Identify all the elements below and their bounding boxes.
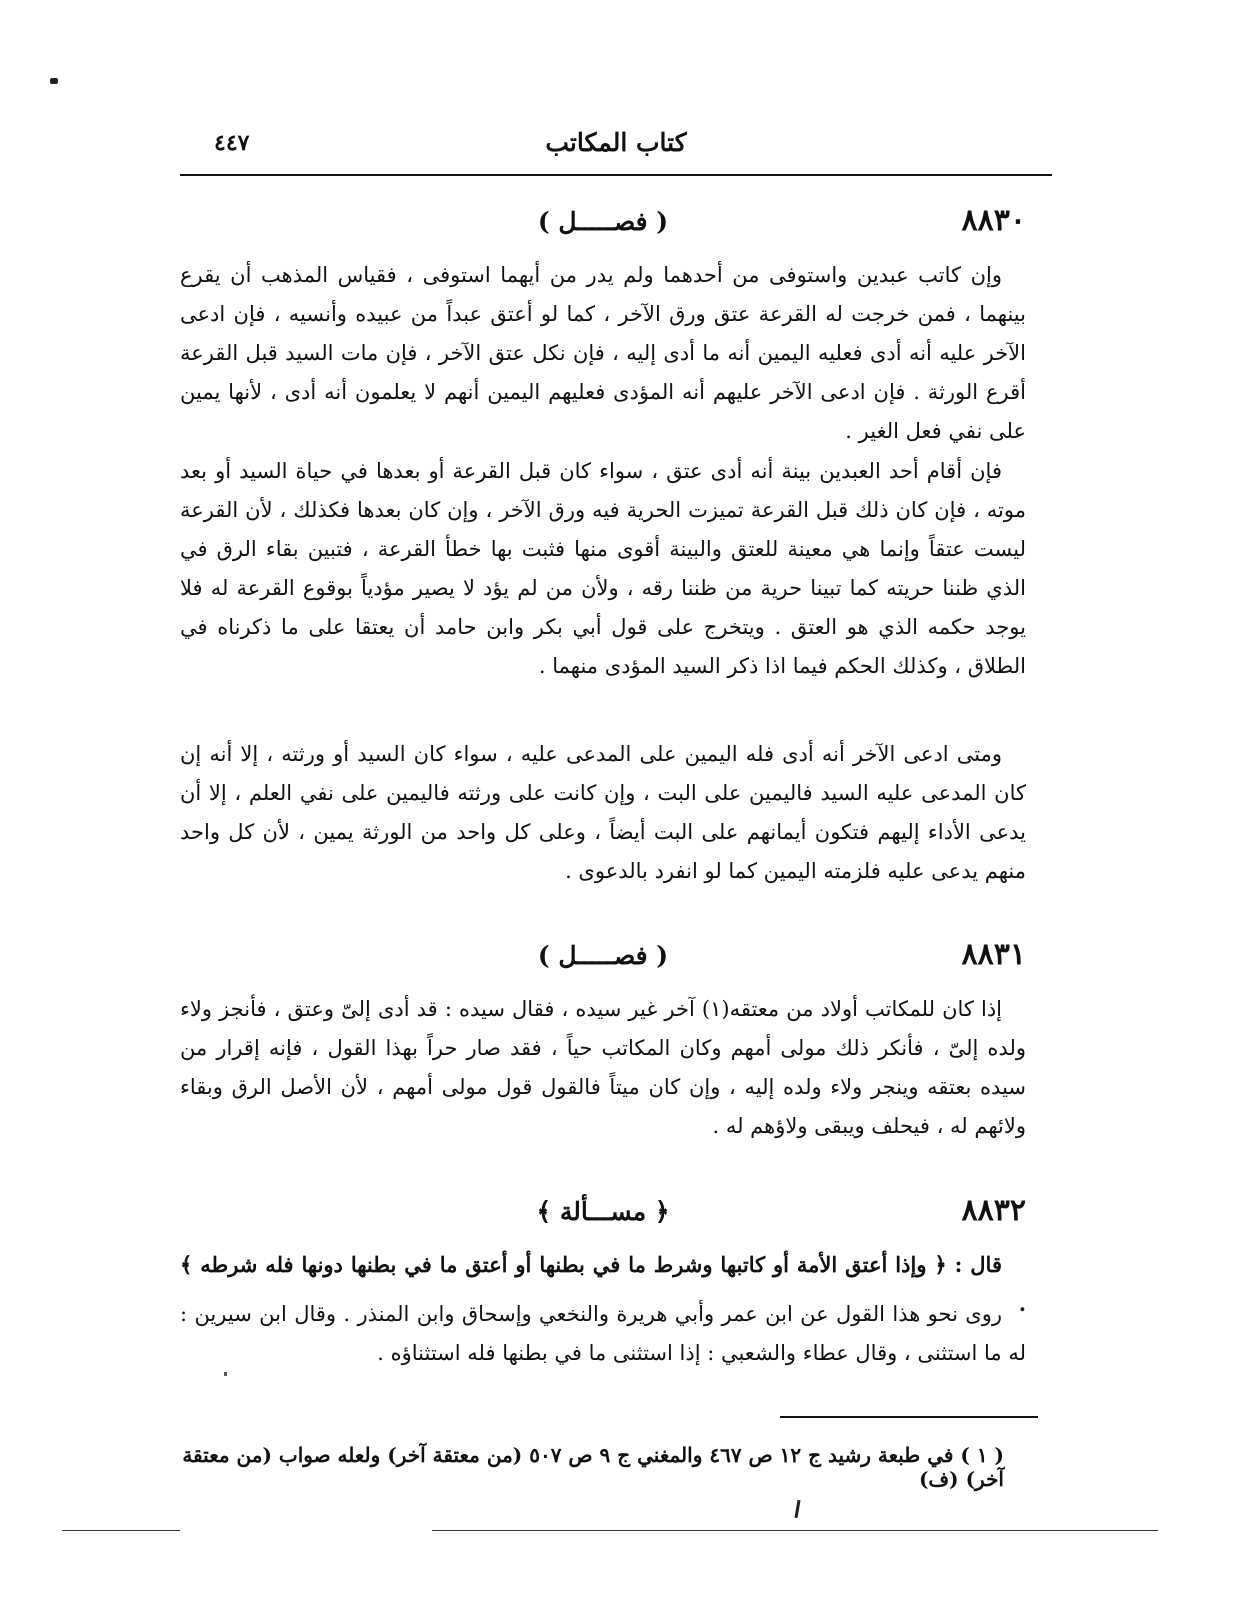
paragraph: وإن كاتب عبدين واستوفى من أحدهما ولم يدر من أيهما استوفى ، فقياس المذهب أن يقرع بينهما ، فمن خرجت له القرعة عتق ورق الآخر ، كما لو أعتق عبداً من عبيده وأنسيه ، فإن ادعى الآخر عليه أنه أدى فعليه اليمين أنه ما أدى إليه ، فإن نكل عتق الآخر ، فإن مات السيد قبل القرعة أقرع الورثة . فإن ادعى الآخر عليهم أنه المؤدى فعليهم اليمين أنهم لا يعلمون أنه أدى ، لأنها يمين على نفي فعل الغير .: [180, 263, 1026, 443]
ink-mark: [794, 1500, 800, 1518]
footnote: ( ١ ) في طبعة رشيد ج ١٢ ص ٤٦٧ والمغني ج ٩ ص ٥٠٧ (من معتقة آخر) ولعله صواب (من معتقة آخر) (ف): [182, 1443, 1004, 1491]
section-heading: [180, 203, 1026, 247]
section-label: ﴿ مســـألة ﴾: [536, 1197, 670, 1226]
bottom-rule: [432, 1530, 1158, 1531]
section-heading: [180, 937, 1026, 981]
page-number: ٤٤٧: [214, 130, 250, 156]
ink-mark: [50, 78, 58, 84]
paragraph: قال : ﴿ وإذا أعتق الأمة أو كاتبها وشرط ما في بطنها أو أعتق ما في بطنها دونها فله شرطه ﴾ .: [180, 1252, 1026, 1316]
page-header: [180, 128, 1052, 174]
section-number: ٨٨٣٢: [961, 1193, 1026, 1228]
section-number: ٨٨٣٠: [961, 203, 1026, 238]
running-title: كتاب المكاتب: [545, 128, 687, 157]
section-label: ( فصـــــل ): [537, 207, 669, 236]
footnote-divider: [780, 1416, 1038, 1418]
section-label: ( فصـــــل ): [537, 941, 669, 970]
header-divider: [180, 174, 1052, 176]
paragraph: فإن أقام أحد العبدين بينة أنه أدى عتق ، سواء كان قبل القرعة أو بعدها في حياة السيد أو بعد موته ، فإن كان ذلك قبل القرعة تميزت الحرية فيه ورق الآخر ، وإن كان بعدها فكذلك ، لأن القرعة ليست عتقاً وإنما هي معينة للعتق والبينة أقوى منها فثبت بها خطأ القرعة ، فتبين بقاء الرق في الذي ظننا حريته كما تبينا حرية من ظننا رقه ، ولأن من لم يؤد لا يصير مؤدياً بوقوع القرعة له فلا يوجد حكمه الذي هو العتق . ويتخرج على قول أبي بكر وابن حامد أن يعتقا على ما ذكرناه في الطلاق ، وكذلك الحكم فيما اذا ذكر السيد المؤدى منهما .: [180, 459, 1026, 678]
section-number: ٨٨٣١: [961, 937, 1026, 972]
section-heading: [180, 1193, 1026, 1237]
paragraph: ومتى ادعى الآخر أنه أدى فله اليمين على المدعى عليه ، سواء كان السيد أو ورثته ، إلا أنه إن كان المدعى عليه السيد فاليمين على البت ، وإن كانت على ورثته فاليمين على نفي العلم ، إلا أن يدعى الأداء إليهم فتكون أيمانهم على البت أيضاً ، وعلى كل واحد من الورثة يمين ، لأن كل واحد منهم يدعى عليه فلزمته اليمين كما لو انفرد بالدعوى .: [180, 742, 1026, 883]
paragraph: إذا كان للمكاتب أولاد من معتقه(١) آخر غير سيده ، فقال سيده : قد أدى إلىّ وعتق ، فأنجز ولاء ولده إلىّ ، فأنكر ذلك مولى أمهم وكان المكاتب حياً ، فقد صار حراً بهذا القول ، فإنه إقرار من سيده بعتقه وينجر ولاء ولده إليه ، وإن كان ميتاً فالقول قول مولى أمهم ، لأن الأصل الرق وبقاء ولائهم له ، فيحلف ويبقى ولاؤهم له .: [180, 997, 1026, 1138]
ink-speck: [224, 1372, 227, 1376]
bottom-rule: [62, 1530, 180, 1531]
paragraph: روى نحو هذا القول عن ابن عمر وأبي هريرة والنخعي وإسحاق وابن المنذر . وقال ابن سيرين : له ما استثنى ، وقال عطاء والشعبي : إذا استثنى ما في بطنها فله استثناؤه .: [180, 1302, 1026, 1365]
